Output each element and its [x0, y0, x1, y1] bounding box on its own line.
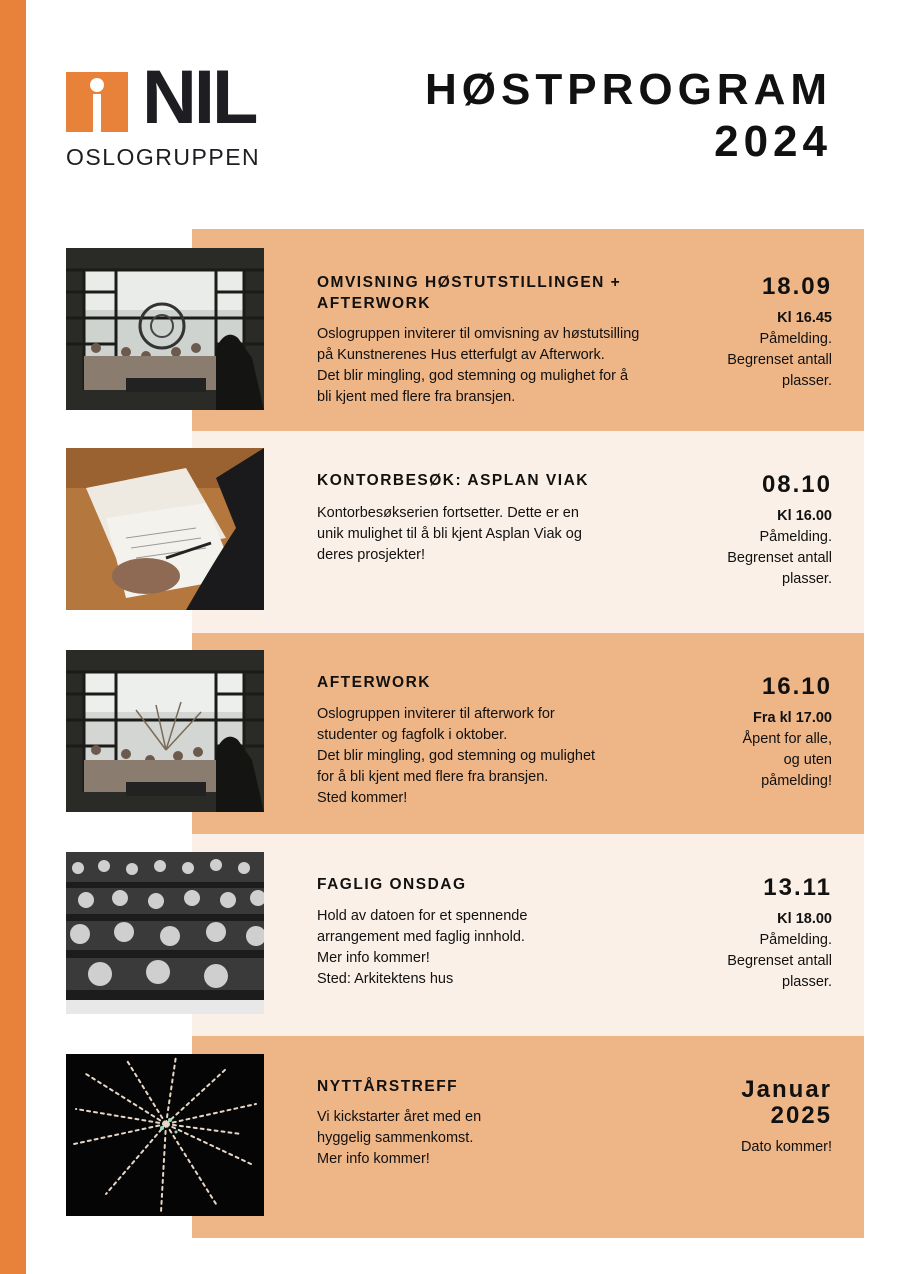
- accent-stripe: [0, 0, 26, 1274]
- event-description: Kontorbesøkserien fortsetter. Dette er en unik mulighet til å bli kjent Asplan Viak og deres prosjekter!: [317, 505, 582, 563]
- event-date: 18.09: [761, 273, 832, 300]
- event-title: KONTORBESØK: ASPLAN VIAK: [317, 472, 589, 489]
- event-photo-fireworks: [66, 1054, 264, 1216]
- event-description: Hold av datoen for et spennende arrangement med faglig innhold. Mer info kommer! Sted: Arkitektens hus: [317, 908, 528, 987]
- event-photo-gallery-window: [66, 248, 264, 410]
- event-date: 16.10: [761, 673, 832, 700]
- event-photo-lecture-hall: [66, 852, 264, 1014]
- event-note: Påmelding. Begrenset antall plasser.: [727, 331, 832, 389]
- logo-mark-icon: [66, 72, 128, 132]
- page-title-line1: HØSTPROGRAM: [425, 65, 832, 114]
- event-time: Fra kl 17.00: [753, 710, 832, 726]
- event-time: Kl 16.45: [777, 310, 832, 326]
- event-date: Januar 2025: [741, 1076, 832, 1129]
- event-note: Åpent for alle, og uten påmelding!: [742, 731, 832, 789]
- event-date: 13.11: [763, 874, 832, 901]
- event-description: Vi kickstarter året med en hyggelig sammenkomst. Mer info kommer!: [317, 1109, 482, 1167]
- event-photo-gallery-window: [66, 650, 264, 812]
- event-title: OMVISNING HØSTUTSTILLINGEN + AFTERWORK: [317, 274, 622, 312]
- event-time: Kl 16.00: [777, 508, 832, 524]
- page-title: [425, 64, 832, 168]
- event-description: Oslogruppen inviterer til omvisning av høstutsilling på Kunstnerenes Hus etterfulgt av Afterwork. Det blir mingling, god stemning og mulighet for å bli kjent med flere fra bransjen.: [317, 326, 640, 405]
- event-title: AFTERWORK: [317, 674, 431, 691]
- nil-logo: [66, 55, 286, 172]
- page-title-line2: 2024: [714, 117, 832, 166]
- event-note: Påmelding. Begrenset antall plasser.: [727, 932, 832, 990]
- logo-text: NIL: [142, 55, 256, 140]
- event-title: FAGLIG ONSDAG: [317, 876, 467, 893]
- event-title: NYTTÅRSTREFF: [317, 1078, 459, 1095]
- logo-subtitle: OSLOGRUPPEN: [66, 144, 261, 170]
- event-time: Kl 18.00: [777, 911, 832, 927]
- event-note: Påmelding. Begrenset antall plasser.: [727, 529, 832, 587]
- event-note: Dato kommer!: [740, 1139, 832, 1155]
- event-date: 08.10: [761, 471, 832, 498]
- event-photo-drawing-hands: [66, 448, 264, 610]
- event-description: Oslogruppen inviterer til afterwork for studenter og fagfolk i oktober. Det blir mingling, god stemning og mulighet for å bli kjent med flere fra bransjen. Sted kommer!: [317, 706, 596, 806]
